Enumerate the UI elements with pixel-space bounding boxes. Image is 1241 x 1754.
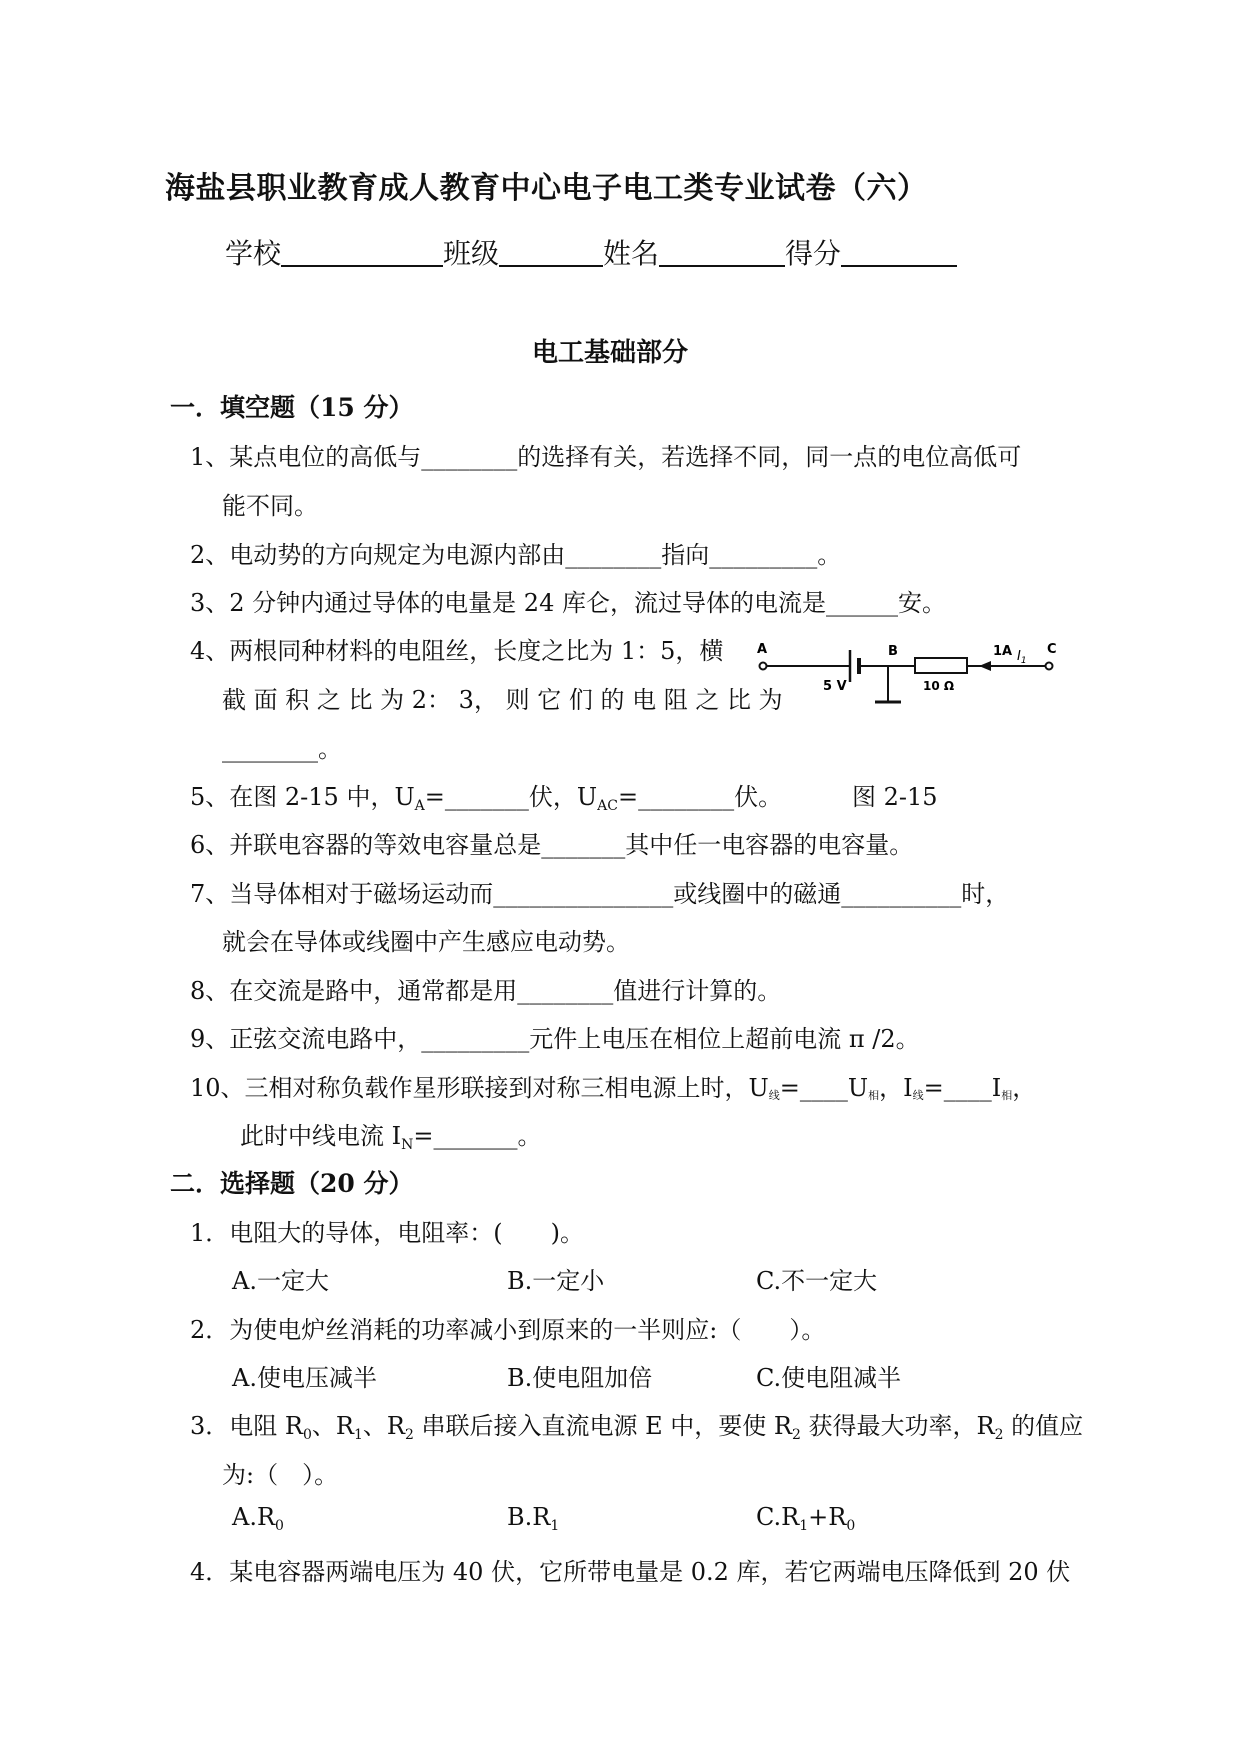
choice-q3-option-b[interactable] xyxy=(507,1503,559,1534)
fill-q10-line2 xyxy=(240,1116,541,1153)
q10-text-4: =____I xyxy=(923,1074,1002,1102)
school-field[interactable] xyxy=(281,239,443,267)
terminal-a-icon xyxy=(760,663,767,670)
figure-caption: 图 2-15 xyxy=(852,783,938,811)
fill-q9: 9、正弦交流电路中，_________元件上电压在相位上超前电流 π /2。 xyxy=(190,1025,920,1053)
choice-q4: 4．某电容器两端电压为 40 伏，它所带电量是 0.2 库，若它两端电压降低到 20 伏 xyxy=(190,1558,1071,1586)
fill-q3: 3、2 分钟内通过导体的电量是 24 库仑，流过导体的电流是______安。 xyxy=(190,589,946,617)
fill-q8: 8、在交流是路中，通常都是用________值进行计算的。 xyxy=(190,977,782,1005)
q10-text-3: ，I xyxy=(879,1074,913,1102)
fill-q5 xyxy=(190,777,782,814)
q3-text-1: 3．电阻 R xyxy=(190,1412,303,1440)
student-info-row xyxy=(225,232,957,272)
q3-text-4: 串联后接入直流电源 E 中，要使 R xyxy=(413,1412,792,1440)
choice-heading: 二．选择题（20 分） xyxy=(170,1169,414,1198)
q3-opt-c-text-1: C.R xyxy=(756,1503,800,1531)
label-i1: $I_1$ xyxy=(1017,649,1027,666)
fill-q1-line2: 能不同。 xyxy=(222,492,318,520)
q3-sub-3: 2 xyxy=(792,1427,801,1443)
exam-title: 海盐县职业教育成人教育中心电子电工类专业试卷（六） xyxy=(165,171,928,206)
q3-sub-4: 2 xyxy=(994,1427,1004,1443)
choice-q2: 2．为使电炉丝消耗的功率减小到原来的一半则应:（ ）。 xyxy=(190,1316,826,1344)
class-label: 班级 xyxy=(443,237,500,270)
q3-opt-b-sub: 1 xyxy=(550,1518,560,1534)
q3-sub-0: 0 xyxy=(302,1427,312,1443)
q3-text-3: 、R xyxy=(362,1412,405,1440)
q10-sub-3: 线 xyxy=(912,1089,924,1102)
q3-opt-a-text: A.R xyxy=(232,1503,276,1531)
label-a: A xyxy=(757,642,768,657)
q3-opt-c-text-2: +R xyxy=(808,1503,847,1531)
q3-sub-1: 1 xyxy=(353,1427,363,1443)
fill-q2: 2、电动势的方向规定为电源内部由________指向_________。 xyxy=(190,541,842,569)
terminal-c-icon xyxy=(1046,663,1053,670)
choice-q2-option-b[interactable]: B.使电阻加倍 xyxy=(507,1364,653,1392)
choice-q1-option-b[interactable]: B.一定小 xyxy=(507,1267,605,1295)
name-field[interactable] xyxy=(659,239,785,267)
choice-q1-option-a[interactable]: A.一定大 xyxy=(232,1267,329,1295)
choice-q3-line1 xyxy=(190,1406,1083,1443)
q10-sub-4: 相 xyxy=(1001,1089,1013,1102)
class-field[interactable] xyxy=(499,239,603,267)
choice-q2-option-c[interactable]: C.使电阻减半 xyxy=(756,1364,902,1392)
score-label: 得分 xyxy=(785,237,842,270)
label-c: C xyxy=(1047,642,1057,657)
q3-opt-c-sub-2: 0 xyxy=(846,1518,856,1534)
fill-q1-line1: 1、某点电位的高低与________的选择有关，若选择不同，同一点的电位高低可 xyxy=(190,443,1022,471)
fill-heading: 一．填空题（15 分） xyxy=(170,393,414,422)
q5-text-2: =_______伏，U xyxy=(424,783,598,811)
q10-text-5: ， xyxy=(1012,1074,1037,1102)
q10-sub-1: 线 xyxy=(768,1089,780,1102)
circuit-diagram xyxy=(755,630,1065,710)
label-emf: 5 V xyxy=(823,679,847,694)
school-label: 学校 xyxy=(225,237,282,270)
q3-text-6: 的值应 xyxy=(1003,1412,1084,1440)
q5-sub-ac: AC xyxy=(597,798,618,814)
choice-q3-option-a[interactable] xyxy=(232,1503,284,1534)
name-label: 姓名 xyxy=(603,237,660,270)
choice-q3-line2: 为:（ ）。 xyxy=(222,1461,339,1489)
fill-q7-line1: 7、当导体相对于磁场运动而_______________或线圈中的磁通__________时， xyxy=(190,880,1010,908)
choice-q3-option-c[interactable] xyxy=(756,1503,855,1534)
choice-q2-option-a[interactable]: A.使电压减半 xyxy=(232,1364,377,1392)
label-res: 10 Ω xyxy=(923,679,955,693)
q3-opt-b-text: B.R xyxy=(507,1503,551,1531)
q5-sub-a: A xyxy=(414,798,425,814)
q10-text-2: =____U xyxy=(779,1074,869,1102)
fill-q4-line3: ________。 xyxy=(222,735,342,763)
q10b-text-2: =_______。 xyxy=(413,1122,542,1150)
q3-text-2: 、R xyxy=(311,1412,354,1440)
q10b-text-1: 此时中线电流 I xyxy=(240,1122,402,1150)
arrow-icon xyxy=(979,661,991,671)
fill-q10-line1 xyxy=(190,1068,1036,1103)
q5-text-3: =________伏。 xyxy=(617,783,783,811)
choice-q1: 1．电阻大的导体，电阻率：( )。 xyxy=(190,1219,584,1247)
q10-sub-2: 相 xyxy=(868,1089,880,1102)
choice-q1-option-c[interactable]: C.不一定大 xyxy=(756,1267,878,1295)
q3-sub-2: 2 xyxy=(404,1427,414,1443)
resistor-icon xyxy=(915,658,967,673)
q5-text-1: 5、在图 2-15 中，U xyxy=(190,783,415,811)
q10-text-1: 10、三相对称负载作星形联接到对称三相电源上时，U xyxy=(190,1074,769,1102)
fill-q7-line2: 就会在导体或线圈中产生感应电动势。 xyxy=(222,928,630,956)
q10b-sub: N xyxy=(401,1137,414,1153)
fill-q4-line2: 截 面 积 之 比 为 2： 3， 则 它 们 的 电 阻 之 比 为 xyxy=(222,686,783,714)
q3-opt-c-sub-1: 1 xyxy=(799,1518,809,1534)
q3-text-5: 获得最大功率，R xyxy=(800,1412,995,1440)
label-current: 1A xyxy=(993,644,1013,659)
score-field[interactable] xyxy=(841,239,957,267)
q3-opt-a-sub: 0 xyxy=(275,1518,284,1534)
label-b: B xyxy=(888,644,898,659)
fill-q6: 6、并联电容器的等效电容量总是_______其中任一电容器的电容量。 xyxy=(190,831,914,859)
part-title: 电工基础部分 xyxy=(532,338,689,368)
fill-q4-line1: 4、两根同种材料的电阻丝，长度之比为 1：5，横 xyxy=(190,637,724,665)
